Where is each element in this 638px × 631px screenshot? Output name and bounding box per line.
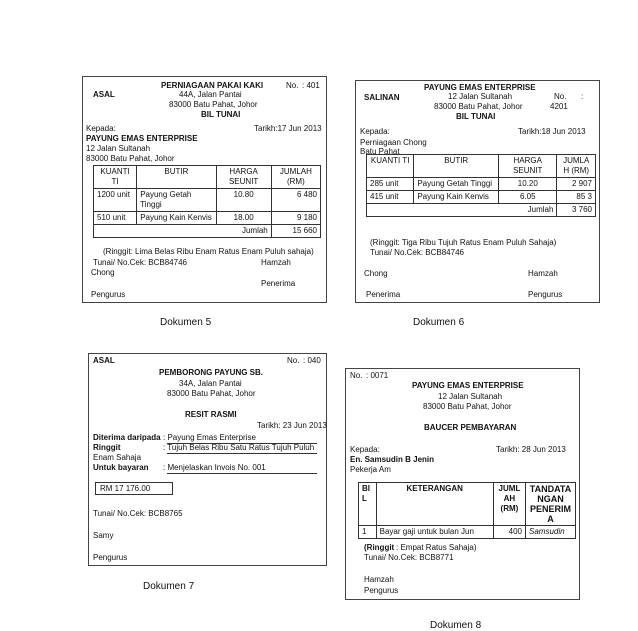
header-cell: BI L [359,483,377,526]
cell-item: Payung Kain Kenvis [137,212,216,225]
document-6 [355,80,600,303]
doc8-company: PAYUNG EMAS ENTERPRISE [412,381,524,390]
doc7-no-label: No. [287,356,300,365]
doc7-untuk-label: Untuk bayaran [93,463,149,472]
doc7-pengurus: Pengurus [93,553,128,562]
doc7-tunai: Tunai/ No.Cek: BCB8765 [93,509,183,518]
doc7-type-label: ASAL [93,356,115,365]
cell-item: Payung Getah Tinggi [414,178,499,191]
header-cell: KUANTI TI [94,166,137,189]
table-total-row [367,204,596,217]
doc6-ringgit: (Ringgit: Tiga Ribu Tujuh Ratus Enam Puluh Sahaja) [370,238,557,247]
document-8 [345,368,580,600]
cell-quantity: 1200 unit [94,189,137,212]
doc5-items-table [93,165,321,238]
doc6-address2: 83000 Batu Pahat, Johor [434,102,523,111]
table-row [367,191,596,204]
cell-amount: 9 180 [271,212,320,225]
total-label: Jumlah [367,204,557,217]
table-header-row [367,155,596,178]
table-row [359,526,576,539]
cell-item: Payung Getah Tinggi [137,189,216,212]
doc7-untuk-value: : Menjelaskan Invois No. 001 [163,463,266,472]
doc6-no-label: No. [554,92,567,101]
doc7-address1: 34A, Jalan Pantai [179,379,242,388]
doc8-pengurus: Pengurus [364,586,399,595]
doc7-ringgit-value: : Tujuh Belas Ribu Satu Ratus Tujuh Puluh [163,443,315,452]
doc5-recipient-name: PAYUNG EMAS ENTERPRISE [86,134,198,143]
doc8-address1: 12 Jalan Sultanah [438,392,503,401]
header-cell: KUANTI TI [367,155,414,178]
doc5-signer-right: Hamzah [261,258,291,267]
doc7-company: PEMBORONG PAYUNG SB. [159,368,264,377]
header-cell: JUML AH (RM) [493,483,525,526]
doc6-title: BIL TUNAI [456,112,496,121]
doc8-no-value: : 0071 [366,371,389,380]
doc7-diterima-label: Diterima daripada [93,433,161,442]
doc8-kepada: Kepada: [350,445,380,454]
doc5-pengurus: Pengurus [91,290,126,299]
doc6-recipient-name: Perniagaan Chong [360,138,427,147]
doc8-caption: Dokumen 8 [430,620,482,631]
header-cell: HARGA SEUNIT [499,155,557,178]
doc8-tunai: Tunai/ No.Cek: BCB8771 [364,553,454,562]
total-label: Jumlah [94,225,272,238]
table-row [94,212,321,225]
cell-number: 1 [359,526,377,539]
cell-amount: 2 907 [557,178,596,191]
doc6-recipient-addr: Batu Pahat [360,147,400,156]
total-value: 3 760 [557,204,596,217]
document-7 [88,353,327,566]
doc7-diterima-value: : Payung Emas Enterprise [163,433,256,442]
doc5-type-label: ASAL [93,90,115,99]
table-header-row [359,483,576,526]
doc7-signer: Samy [93,531,114,540]
doc5-tarikh: Tarikh:17 Jun 2013 [254,124,322,133]
doc8-recipient-job: Pekerja Am [350,465,391,474]
total-value: 15 660 [271,225,320,238]
doc8-items-table [358,482,576,539]
header-cell: TANDATA NGAN PENERIM A [526,483,576,526]
doc7-no-value: : 040 [303,356,321,365]
table-total-row [94,225,321,238]
doc6-no-value: 4201 [550,102,568,111]
doc5-signer-left: Chong [91,268,115,277]
header-cell: BUTIR [414,155,499,178]
doc5-recipient-addr2: 83000 Batu Pahat, Johor [86,154,175,163]
doc5-company: PERNIAGAAN PAKAI KAKI [161,81,264,90]
doc7-enam: Enam Sahaja [93,453,142,462]
table-row [367,178,596,191]
doc7-ringgit-label: Ringgit [93,443,121,452]
table-row [94,189,321,212]
doc8-title: BAUCER PEMBAYARAN [424,423,517,432]
doc7-address2: 83000 Batu Pahat, Johor [167,389,256,398]
doc6-type-label: SALINAN [364,93,400,102]
cell-quantity: 510 unit [94,212,137,225]
doc6-company: PAYUNG EMAS ENTERPRISE [424,83,536,92]
doc6-penerima: Penerima [366,290,401,299]
doc8-no-label: No. [350,371,363,380]
cell-price: 10.20 [499,178,557,191]
doc5-kepada: Kepada: [86,124,116,133]
cell-amount: 400 [493,526,525,539]
doc5-address1: 44A, Jalan Pantai [179,90,242,99]
doc6-signer-right: Hamzah [528,269,558,278]
document-5 [82,76,327,303]
doc8-ringgit-label: (Ringgit [364,543,395,552]
doc5-title: BIL TUNAI [201,110,241,119]
doc5-ringgit: (Ringgit: Lima Belas Ribu Enam Ratus Enam Puluh sahaja) [103,247,314,256]
doc8-recipient-name: En. Samsudin B Jenin [350,455,435,464]
doc6-caption: Dokumen 6 [413,317,465,328]
doc6-no-colon: : [581,92,584,101]
doc6-items-table [366,154,596,217]
cell-amount: 85 3 [557,191,596,204]
cell-price: 10.80 [216,189,271,212]
cell-price: 6.05 [499,191,557,204]
doc5-caption: Dokumen 5 [160,317,212,328]
doc6-pengurus: Pengurus [528,290,563,299]
doc7-untuk-underline [167,473,317,474]
doc6-signer-left: Chong [364,269,388,278]
doc5-no-label: No. [286,81,299,90]
header-cell: HARGA SEUNIT [216,166,271,189]
cell-quantity: 285 unit [367,178,414,191]
doc8-signer: Hamzah [364,575,394,584]
cell-item: Payung Kain Kenvis [414,191,499,204]
doc7-caption: Dokumen 7 [143,581,195,592]
doc6-kepada: Kepada: [360,127,390,136]
cell-quantity: 415 unit [367,191,414,204]
doc7-title: RESIT RASMI [185,410,237,419]
header-cell: JUMLAH (RM) [271,166,320,189]
doc7-ringgit-underline [167,453,317,454]
cell-price: 18.00 [216,212,271,225]
doc5-address2: 83000 Batu Pahat, Johor [169,100,258,109]
cell-amount: 6 480 [271,189,320,212]
doc5-tunai: Tunai/ No.Cek: BCB84746 [93,258,187,267]
doc8-address2: 83000 Batu Pahat, Johor [423,402,512,411]
doc7-amount-box: RM 17 176.00 [95,482,173,495]
doc6-tarikh: Tarikh:18 Jun 2013 [518,127,586,136]
header-cell: JUMLA H (RM) [557,155,596,178]
doc6-tunai: Tunai/ No.Cek: BCB84746 [370,248,464,257]
cell-description: Bayar gaji untuk bulan Jun [376,526,493,539]
header-cell: BUTIR [137,166,216,189]
table-header-row [94,166,321,189]
doc5-no-value: : 401 [302,81,320,90]
doc5-penerima: Penerima [261,279,296,288]
doc6-address1: 12 Jalan Sultanah [448,92,513,101]
doc5-recipient-addr1: 12 Jalan Sultanah [86,144,151,153]
doc8-tarikh: Tarikh: 28 Jun 2013 [496,445,566,454]
cell-signature: Samsudin [526,526,576,539]
doc8-ringgit-value: : Empat Ratus Sahaja) [396,543,477,552]
doc7-tarikh: Tarikh: 23 Jun 2013 [257,421,327,430]
header-cell: KETERANGAN [376,483,493,526]
